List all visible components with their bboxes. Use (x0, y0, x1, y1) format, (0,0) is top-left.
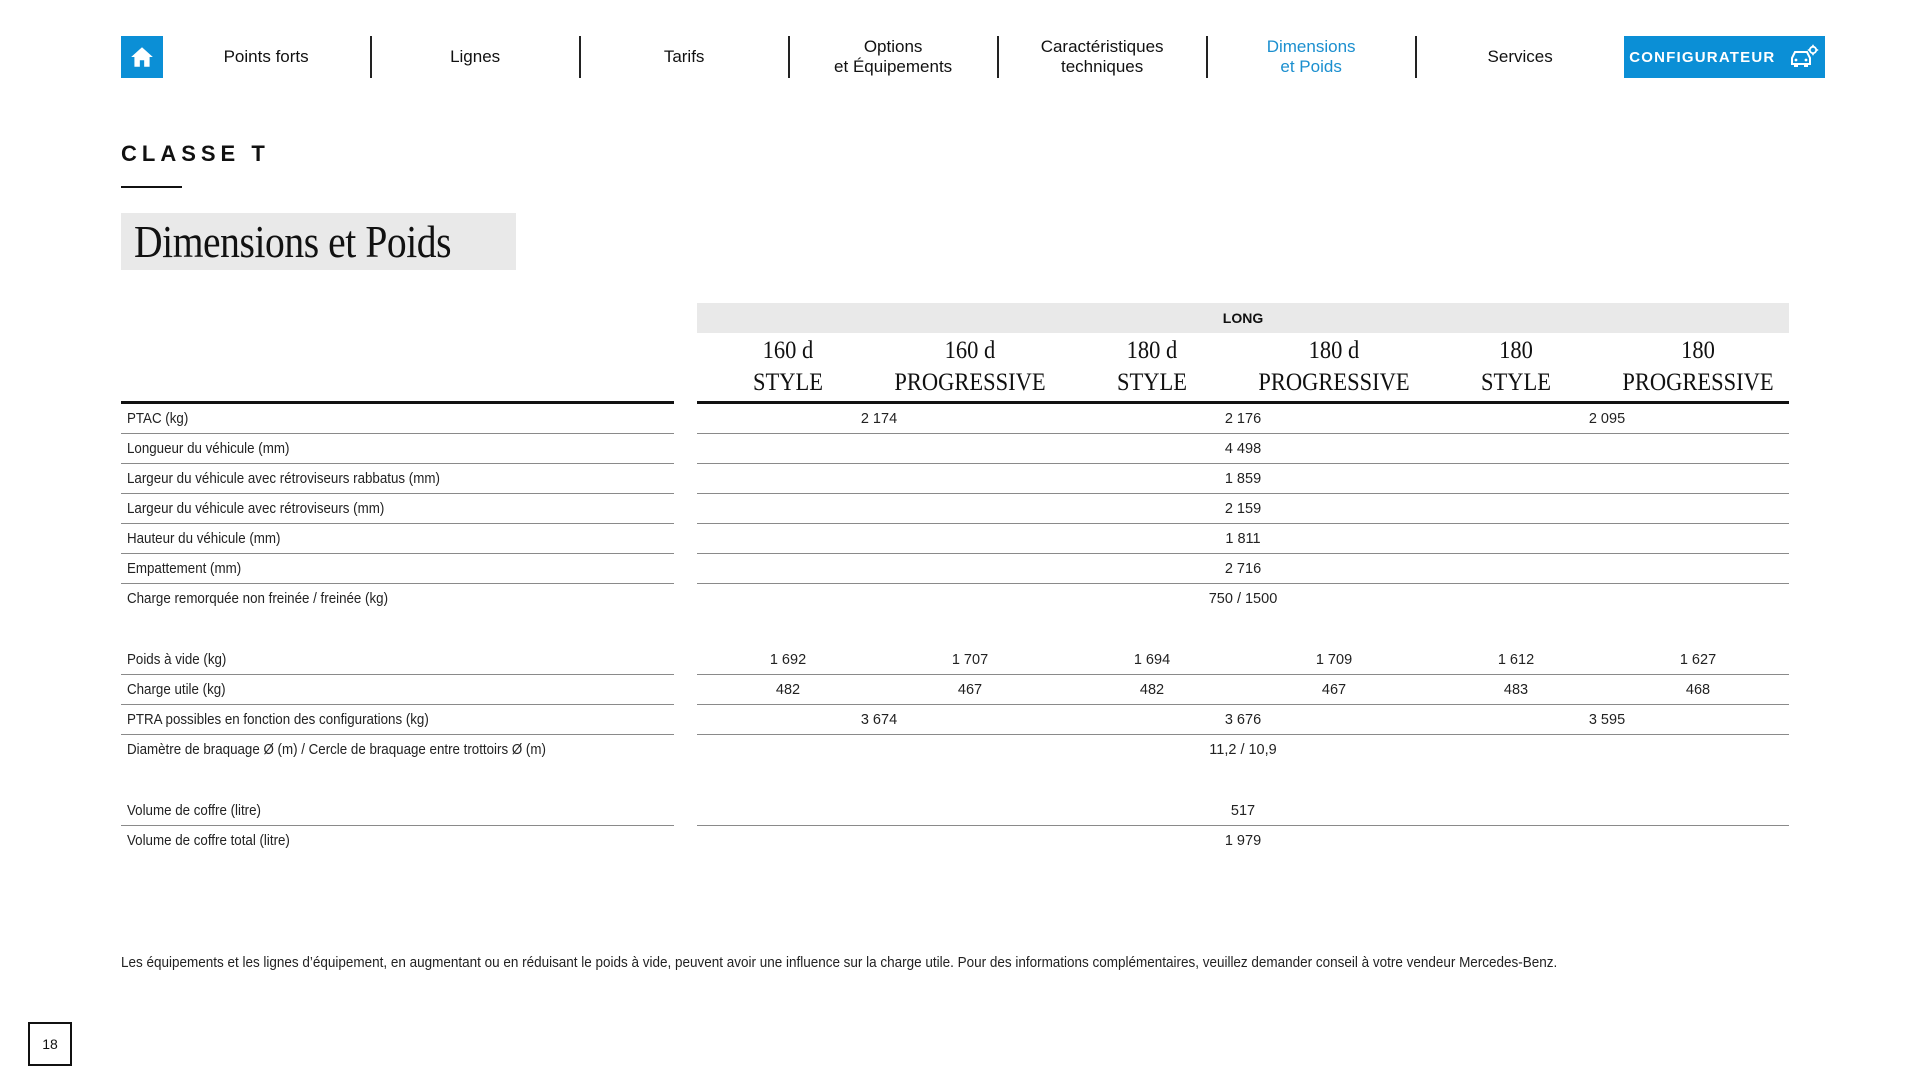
nav-item-points-forts[interactable] (163, 36, 370, 78)
table-cell: 1 612 (1497, 651, 1535, 668)
row-values (697, 494, 1789, 524)
table-body (121, 404, 1789, 856)
table-cell: 1 692 (769, 651, 807, 668)
table-cell: 468 (1685, 681, 1711, 698)
row-label (121, 645, 674, 675)
row-label (121, 584, 674, 613)
nav-item-label-line1: Caractéristiques (1040, 37, 1164, 56)
nav-item-label: Points forts (223, 47, 309, 66)
table-row (121, 464, 1789, 494)
nav-item-label (1267, 37, 1356, 77)
column-header (1252, 333, 1416, 401)
row-values (697, 735, 1789, 764)
table-cell: 3 676 (1224, 711, 1262, 728)
row-values (697, 675, 1789, 705)
table-cell: 2 176 (1224, 410, 1262, 427)
row-label (121, 735, 674, 764)
table-row (121, 554, 1789, 584)
table-cell: 467 (957, 681, 983, 698)
car-configurator-icon (1789, 44, 1819, 70)
row-values (697, 404, 1789, 434)
column-header-engine: 160 d (762, 337, 814, 364)
nav-item-caracteristiques-techniques[interactable] (999, 36, 1206, 78)
column-header-line: PROGRESSIVE (894, 369, 1046, 396)
table-row (121, 675, 1789, 705)
nav-item-label-line2: et Équipements (834, 57, 953, 76)
nav-item-services[interactable] (1417, 36, 1624, 78)
nav-item-label-line2: et Poids (1280, 57, 1342, 76)
nav-item-dimensions-poids[interactable] (1208, 36, 1415, 78)
model-name: CLASSE T (121, 141, 270, 166)
row-label (121, 434, 674, 464)
table-cell: 11,2 / 10,9 (1209, 741, 1277, 758)
row-values (697, 584, 1789, 613)
table-cell: 482 (775, 681, 801, 698)
row-values (697, 434, 1789, 464)
table-cell: 483 (1503, 681, 1529, 698)
row-values (697, 464, 1789, 494)
row-label-text: Empattement (mm) (127, 560, 242, 577)
row-label (121, 494, 674, 524)
nav-item-label-line1: Options (863, 37, 923, 56)
table-cell: 1 694 (1133, 651, 1171, 668)
row-label (121, 826, 674, 855)
top-navigation (121, 36, 1825, 78)
column-header-line: PROGRESSIVE (1622, 369, 1774, 396)
table-row (121, 826, 1789, 856)
column-header-line: STYLE (1480, 369, 1552, 396)
row-label-text: PTRA possibles en fonction des configurations (kg) (127, 711, 429, 728)
nav-item-label (1041, 37, 1164, 77)
nav-menu (163, 36, 1624, 78)
row-label-text: PTAC (kg) (127, 410, 189, 427)
column-header-engine: 180 (1681, 337, 1715, 364)
table-cell: 1 627 (1679, 651, 1717, 668)
table-row (121, 705, 1789, 735)
column-header (1616, 333, 1780, 401)
nav-item-label (834, 37, 952, 77)
footnote: Les équipements et les lignes d’équipement, en augmentant ou en réduisant le poids à vide, peuvent avoir une influence sur la charge utile. Pour des informations complémentaires, veuillez demander conseil à votre vendeur Mercedes-Benz. (121, 955, 1558, 971)
home-button[interactable] (121, 36, 163, 78)
column-header-line: PROGRESSIVE (1258, 369, 1410, 396)
table-cell: 3 674 (860, 711, 898, 728)
configurator-button[interactable] (1624, 36, 1825, 78)
table-row (121, 404, 1789, 434)
row-label (121, 554, 674, 584)
table-cell: 467 (1321, 681, 1347, 698)
row-values (697, 705, 1789, 735)
table-cell: 1 707 (951, 651, 989, 668)
model-underline (121, 186, 182, 188)
row-label (121, 675, 674, 705)
nav-item-label: Lignes (450, 47, 501, 66)
nav-item-label-line1: Dimensions (1266, 37, 1356, 56)
nav-item-label: Services (1487, 47, 1553, 66)
column-header-line: STYLE (752, 369, 824, 396)
row-values (697, 645, 1789, 675)
table-row (121, 494, 1789, 524)
row-label-text: Charge utile (kg) (127, 681, 226, 698)
row-values (697, 524, 1789, 554)
nav-item-label: Tarifs (663, 47, 705, 66)
table-cell: 1 709 (1315, 651, 1353, 668)
column-header-engine: 180 (1499, 337, 1533, 364)
row-values (697, 826, 1789, 855)
row-label (121, 705, 674, 735)
page-title: Dimensions et Poids (134, 216, 452, 267)
page-number: 18 (28, 1022, 72, 1066)
nav-item-tarifs[interactable] (581, 36, 788, 78)
nav-item-options-equipements[interactable] (790, 36, 997, 78)
column-header (888, 333, 1052, 401)
table-cell: 3 595 (1588, 711, 1626, 728)
column-header-engine: 160 d (944, 337, 996, 364)
column-header (706, 333, 870, 401)
column-header-engine: 180 d (1126, 337, 1178, 364)
column-header (1434, 333, 1598, 401)
row-values (697, 796, 1789, 826)
row-label (121, 464, 674, 494)
table-cell: 2 159 (1224, 500, 1262, 517)
column-header-engine: 180 d (1308, 337, 1360, 364)
row-label-text: Charge remorquée non freinée / freinée (kg) (127, 590, 389, 607)
table-cell: 750 / 1500 (1208, 590, 1278, 607)
page-title-box (121, 213, 516, 270)
nav-item-label-line2: techniques (1061, 57, 1144, 76)
group-header-long: LONG (697, 303, 1789, 333)
row-label-text: Poids à vide (kg) (127, 651, 227, 668)
row-label-text: Largeur du véhicule avec rétroviseurs rabbatus (mm) (127, 470, 440, 487)
row-label-text: Longueur du véhicule (mm) (127, 440, 290, 457)
table-row (121, 524, 1789, 554)
row-label-text: Volume de coffre total (litre) (127, 832, 290, 849)
table-cell: 517 (1230, 802, 1256, 819)
row-label-text: Volume de coffre (litre) (127, 802, 261, 819)
table-row (121, 735, 1789, 765)
column-header-line: STYLE (1116, 369, 1188, 396)
table-cell: 1 979 (1224, 832, 1262, 849)
row-values (697, 554, 1789, 584)
table-cell: 1 811 (1225, 530, 1261, 547)
table-cell: 4 498 (1224, 440, 1262, 457)
table-cell: 482 (1139, 681, 1165, 698)
table-cell: 1 859 (1224, 470, 1262, 487)
table-row (121, 584, 1789, 614)
row-label (121, 404, 674, 434)
nav-item-lignes[interactable] (372, 36, 579, 78)
table-cell: 2 174 (860, 410, 898, 427)
table-cell: 2 716 (1224, 560, 1262, 577)
row-label (121, 524, 674, 554)
column-headers (697, 333, 1789, 401)
row-label-text: Diamètre de braquage Ø (m) / Cercle de braquage entre trottoirs Ø (m) (127, 741, 546, 758)
column-header (1070, 333, 1234, 401)
row-label-text: Hauteur du véhicule (mm) (127, 530, 281, 547)
configurator-label: CONFIGURATEUR (1629, 48, 1776, 66)
table-row (121, 645, 1789, 675)
table-row (121, 796, 1789, 826)
home-icon (129, 44, 155, 70)
row-label-text: Largeur du véhicule avec rétroviseurs (mm) (127, 500, 385, 517)
row-label (121, 796, 674, 826)
table-row (121, 434, 1789, 464)
table-cell: 2 095 (1588, 410, 1626, 427)
